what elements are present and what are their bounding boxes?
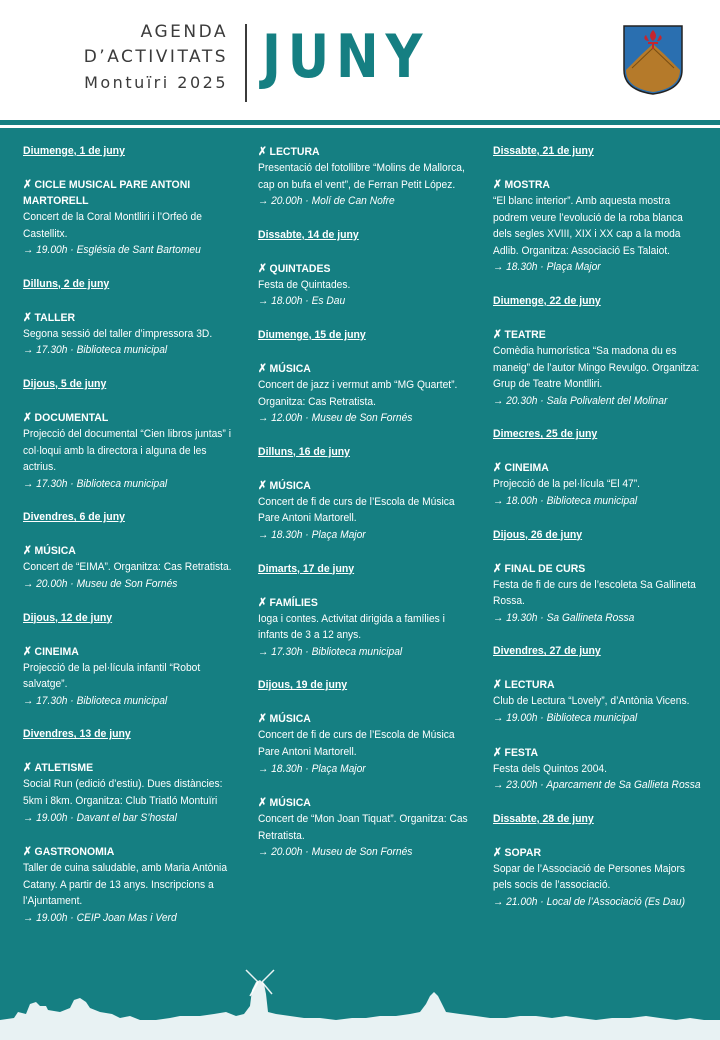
event-title	[493, 327, 691, 343]
event-title-text: MÚSICA	[269, 479, 311, 492]
x-mark-icon: ✗	[23, 411, 32, 424]
date-heading: Dijous, 19 de juny	[258, 679, 348, 692]
x-mark-icon: ✗	[23, 846, 32, 859]
event-title	[23, 760, 227, 776]
event-time-place-text: 23.00h · Aparcament de Sa Gallieta Rossa	[506, 779, 701, 792]
event-time-place	[493, 259, 709, 276]
date-heading: Dilluns, 2 de juny	[23, 277, 110, 290]
event-time-place-text: 17.30h · Biblioteca municipal	[36, 344, 168, 357]
x-mark-icon: ✗	[258, 713, 267, 726]
event-time-place	[23, 342, 239, 359]
event-time-place-text: 18.30h · Plaça Major	[271, 762, 366, 775]
event-time-place	[493, 777, 709, 794]
event-time-place-text: 20.30h · Sala Polivalent del Molinar	[506, 394, 668, 407]
arrow-right-icon: →	[258, 412, 269, 425]
x-mark-icon: ✗	[493, 328, 502, 341]
event-time-place-text: 20.00h · Molí de Can Nofre	[271, 195, 395, 208]
event-entry	[23, 543, 245, 592]
event-title-text: MOSTRA	[504, 179, 550, 191]
event-description: Festa de fi de curs de l’escoleta Sa Gallineta Rossa.	[493, 578, 696, 608]
event-time-place-text: 12.00h · Museu de Son Fornés	[271, 412, 413, 425]
x-mark-icon: ✗	[23, 311, 32, 324]
event-time-place	[23, 242, 239, 259]
event-title-text: MÚSICA	[269, 362, 311, 375]
column-3	[493, 144, 708, 928]
header-accent-stripe	[0, 120, 720, 125]
event-time-place	[258, 644, 474, 661]
event-title-text: CICLE MUSICAL PARE ANTONI MARTORELL	[23, 179, 191, 207]
event-time-place-text: 18.00h · Biblioteca municipal	[506, 494, 638, 507]
event-title-text: LECTURA	[504, 679, 555, 692]
event-description: Concert de fi de curs de l’Escola de Música Pare Antoni Martorell.	[258, 729, 455, 758]
event-time-place-text: 18.30h · Plaça Major	[506, 261, 601, 274]
x-mark-icon: ✗	[493, 746, 502, 759]
event-time-place	[493, 894, 709, 911]
event-title-text: SOPAR	[504, 846, 542, 859]
event-time-place-text: 17.30h · Biblioteca municipal	[271, 645, 403, 658]
event-time-place	[258, 844, 474, 861]
event-entry	[258, 144, 480, 210]
event-entry	[23, 844, 245, 926]
event-title	[258, 595, 462, 611]
event-title	[493, 177, 691, 193]
event-title-text: QUINTADES	[269, 262, 331, 275]
event-title	[493, 561, 691, 577]
event-entry	[258, 478, 480, 544]
arrow-right-icon: →	[493, 895, 504, 908]
event-time-place-text: 21.00h · Local de l’Associació (Es Dau)	[506, 895, 686, 908]
event-title	[258, 478, 462, 494]
event-description: Club de Lectura “Lovely”, d’Antònia Vicens.	[493, 695, 690, 708]
title-line-town-year: Montuïri 2025	[84, 73, 228, 92]
event-time-place	[23, 576, 239, 593]
arrow-right-icon: →	[23, 577, 34, 590]
x-mark-icon: ✗	[258, 596, 267, 609]
x-mark-icon: ✗	[493, 679, 502, 692]
event-entry	[493, 327, 708, 409]
event-description: Concert de “Mon Joan Tiquat”. Organitza: Cas Retratista.	[258, 813, 468, 842]
arrow-right-icon: →	[23, 244, 34, 257]
event-title-text: CINEIMA	[34, 645, 79, 658]
arrow-right-icon: →	[258, 195, 269, 208]
arrow-right-icon: →	[23, 694, 34, 707]
agenda-body	[0, 128, 720, 1040]
event-description: Projecció de la pel·lícula infantil “Robot salvatge”.	[23, 661, 201, 691]
event-title-text: CINEIMA	[504, 462, 549, 475]
event-title	[23, 410, 227, 426]
event-entry	[23, 310, 245, 359]
event-title-text: FINAL DE CURS	[504, 562, 586, 575]
event-title	[258, 261, 462, 277]
column-1	[23, 144, 245, 944]
event-time-place-text: 18.30h · Plaça Major	[271, 528, 366, 541]
event-time-place	[258, 193, 474, 210]
event-time-place	[23, 810, 239, 827]
event-time-place	[493, 493, 709, 510]
arrow-right-icon: →	[493, 711, 504, 724]
column-2	[258, 144, 480, 879]
x-mark-icon: ✗	[23, 545, 32, 558]
header	[0, 0, 720, 118]
event-entry	[23, 410, 245, 492]
event-title-text: FESTA	[504, 746, 539, 759]
event-title	[493, 745, 691, 761]
event-description: “El blanc interior”. Amb aquesta mostra podrem veure l’evolució de la roba blanca dels segles XVIII, XIX i XX cap a la moda Adlib. Organitza: Associació Es Talaiot.	[493, 195, 683, 257]
month-title: JUNY	[262, 22, 430, 92]
event-description: Ioga i contes. Activitat dirigida a famílies i infants de 3 a 12 anys.	[258, 612, 445, 642]
event-title	[23, 177, 227, 209]
event-description: Social Run (edició d’estiu). Dues distàncies: 5km i 8km. Organitza: Club Triatló Montuïri	[23, 778, 223, 807]
arrow-right-icon: →	[23, 477, 34, 490]
x-mark-icon: ✗	[258, 797, 267, 810]
event-description: Projecció del documental “Cien libros juntas” i col·loqui amb la directora i alguna de les actrius.	[23, 427, 231, 474]
event-description: Concert de la Coral Montlliri i l’Orfeó de Castellitx.	[23, 211, 202, 240]
event-description: Projecció de la pel·lícula “El 47”.	[493, 478, 641, 491]
event-time-place-text: 17.30h · Biblioteca municipal	[36, 694, 168, 707]
event-time-place	[23, 693, 239, 710]
x-mark-icon: ✗	[493, 562, 502, 575]
date-heading: Dilluns, 16 de juny	[258, 445, 351, 458]
event-time-place	[258, 527, 474, 544]
event-entry	[493, 677, 708, 726]
date-heading: Diumenge, 1 de juny	[23, 145, 125, 157]
event-entry	[493, 745, 708, 794]
title-line-activitats: D’ACTIVITATS	[83, 47, 228, 67]
x-mark-icon: ✗	[23, 179, 32, 191]
coat-of-arms-icon	[622, 24, 684, 96]
event-title-text: ATLETISME	[34, 762, 94, 775]
event-entry	[258, 795, 480, 861]
x-mark-icon: ✗	[23, 645, 32, 658]
event-title	[258, 795, 462, 811]
arrow-right-icon: →	[493, 494, 504, 507]
date-heading: Diumenge, 15 de juny	[258, 328, 366, 341]
event-time-place	[493, 610, 709, 627]
event-time-place-text: 19.00h · Davant el bar S’hostal	[36, 811, 177, 824]
town-skyline-illustration	[0, 960, 720, 1040]
x-mark-icon: ✗	[258, 262, 267, 275]
event-time-place-text: 19.30h · Sa Gallineta Rossa	[506, 611, 635, 624]
agenda-title-block	[84, 20, 228, 95]
event-title	[493, 677, 691, 693]
event-time-place	[23, 910, 239, 927]
event-title-text: MÚSICA	[34, 545, 76, 558]
date-heading: Divendres, 6 de juny	[23, 511, 125, 524]
event-entry	[493, 177, 708, 276]
event-entry	[493, 561, 708, 627]
event-entry	[493, 460, 708, 509]
event-title	[23, 844, 227, 860]
date-heading: Dissabte, 28 de juny	[493, 812, 594, 825]
event-title-text: TEATRE	[504, 328, 546, 341]
date-heading: Divendres, 27 de juny	[493, 645, 601, 658]
x-mark-icon: ✗	[23, 762, 32, 775]
arrow-right-icon: →	[258, 645, 269, 658]
event-time-place	[23, 476, 239, 493]
x-mark-icon: ✗	[258, 479, 267, 492]
x-mark-icon: ✗	[493, 846, 502, 859]
event-time-place-text: 19.00h · CEIP Joan Mas i Verd	[36, 911, 177, 924]
x-mark-icon: ✗	[258, 362, 267, 375]
event-title-text: LECTURA	[269, 146, 320, 158]
arrow-right-icon: →	[258, 295, 269, 308]
arrow-right-icon: →	[258, 846, 269, 859]
event-title-text: MÚSICA	[269, 713, 311, 726]
event-time-place	[493, 710, 709, 727]
event-description: Sopar de l’Associació de Persones Majors pels socis de l’associació.	[493, 862, 686, 892]
event-time-place	[258, 761, 474, 778]
x-mark-icon: ✗	[258, 146, 267, 158]
arrow-right-icon: →	[258, 528, 269, 541]
arrow-right-icon: →	[493, 261, 504, 274]
event-entry	[258, 595, 480, 661]
event-description: Taller de cuina saludable, amb Maria Antònia Catany. A partir de 13 anys. Inscripcions a l’Ajuntament.	[23, 862, 228, 908]
arrow-right-icon: →	[493, 611, 504, 624]
date-heading: Dimecres, 25 de juny	[493, 428, 598, 441]
event-description: Comèdia humorística “Sa madona du es maneig” de l’autor Mingo Revulgo. Organitza: Grup de Teatre Montlliri.	[493, 344, 700, 391]
date-heading: Dijous, 5 de juny	[23, 377, 107, 390]
event-time-place-text: 20.00h · Museu de Son Fornés	[36, 577, 178, 590]
event-time-place	[493, 393, 709, 410]
event-entry	[258, 711, 480, 777]
date-heading: Diumenge, 22 de juny	[493, 294, 601, 307]
x-mark-icon: ✗	[493, 462, 502, 475]
event-description: Concert de “EIMA”. Organitza: Cas Retratista.	[23, 561, 232, 574]
event-time-place	[258, 293, 474, 310]
event-title	[258, 144, 462, 160]
date-heading: Dissabte, 14 de juny	[258, 228, 359, 241]
event-title	[23, 310, 227, 326]
event-description: Presentació del fotollibre “Molins de Mallorca, cap on bufa el vent”, de Ferran Petit López.	[258, 162, 465, 191]
event-entry	[258, 261, 480, 310]
event-entry	[258, 361, 480, 427]
date-heading: Dijous, 26 de juny	[493, 528, 583, 541]
event-title-text: GASTRONOMIA	[34, 846, 115, 859]
event-time-place-text: 20.00h · Museu de Son Fornés	[271, 846, 413, 859]
event-title-text: MÚSICA	[269, 797, 311, 810]
event-description: Concert de fi de curs de l’Escola de Música Pare Antoni Martorell.	[258, 495, 455, 525]
title-line-agenda: AGENDA	[140, 22, 228, 42]
event-entry	[23, 177, 245, 259]
event-title-text: TALLER	[34, 311, 76, 324]
date-heading: Dijous, 12 de juny	[23, 611, 113, 624]
event-time-place	[258, 410, 474, 427]
event-title	[23, 644, 227, 660]
event-description: Festa dels Quintos 2004.	[493, 762, 607, 775]
arrow-right-icon: →	[258, 762, 269, 775]
event-title	[258, 711, 462, 727]
event-entry	[23, 760, 245, 826]
event-time-place-text: 19.00h · Biblioteca municipal	[506, 711, 638, 724]
event-entry	[493, 845, 708, 911]
event-title-text: DOCUMENTAL	[34, 411, 109, 424]
date-heading: Dissabte, 21 de juny	[493, 145, 594, 157]
arrow-right-icon: →	[493, 394, 504, 407]
event-title	[493, 460, 691, 476]
date-heading: Divendres, 13 de juny	[23, 728, 131, 741]
event-time-place-text: 17.30h · Biblioteca municipal	[36, 477, 168, 490]
event-title	[23, 543, 227, 559]
event-time-place-text: 19.00h · Església de Sant Bartomeu	[36, 244, 201, 257]
event-description: Festa de Quintades.	[258, 278, 351, 291]
date-heading: Dimarts, 17 de juny	[258, 562, 355, 575]
arrow-right-icon: →	[493, 779, 504, 792]
event-title	[493, 845, 691, 861]
event-description: Concert de jazz i vermut amb “MG Quartet”. Organitza: Cas Retratista.	[258, 378, 458, 408]
arrow-right-icon: →	[23, 811, 34, 824]
event-description: Segona sessió del taller d’impressora 3D.	[23, 327, 213, 340]
event-title-text: FAMÍLIES	[269, 596, 318, 609]
header-divider	[245, 24, 247, 102]
arrow-right-icon: →	[23, 344, 34, 357]
x-mark-icon: ✗	[493, 179, 502, 191]
event-entry	[23, 644, 245, 710]
arrow-right-icon: →	[23, 911, 34, 924]
event-time-place-text: 18.00h · Es Dau	[271, 295, 346, 308]
event-title	[258, 361, 462, 377]
